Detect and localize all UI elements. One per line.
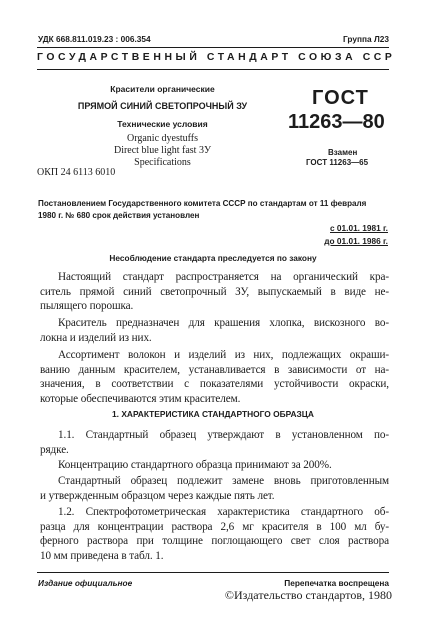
dye-name-en: Direct blue light fast 3У xyxy=(113,145,212,156)
clause-1-2 xyxy=(40,505,389,563)
text-line: 10 мм приведена в табл. 1. xyxy=(40,549,164,562)
text-line: рядке. xyxy=(40,443,69,456)
text-line: Концентрацию стандартного образца принимают за 200%. xyxy=(58,459,332,471)
replaces-label: Взамен xyxy=(328,148,358,157)
validity-to: до 01.01. 1986 г. xyxy=(324,236,388,246)
replacement-paragraph xyxy=(40,474,389,503)
gost-number: 11263—80 xyxy=(288,111,385,133)
reprint-prohibited: Перепечатка воспрещена xyxy=(284,578,389,588)
official-edition: Издание официальное xyxy=(38,578,133,588)
text-line: ситель прямой синий светопрочный ЗУ, выпускаемый в виде не- xyxy=(40,285,389,298)
text-line: разца для концентрации раствора 2,6 мг красителя в 100 мл бу- xyxy=(40,520,389,533)
dye-category-ru: Красители органические xyxy=(110,84,215,94)
gost-label: ГОСТ xyxy=(312,87,369,109)
concentration-paragraph xyxy=(40,458,389,473)
footer-rule xyxy=(37,572,389,573)
text-line: и утвержденным образцом через каждые пять лет. xyxy=(40,489,275,502)
validity-from: с 01.01. 1981 г. xyxy=(330,223,388,233)
text-line: Стандартный образец подлежит замене вновь приготовленным xyxy=(58,475,389,487)
text-line: 1.1. Стандартный образец утверждают в установленном по- xyxy=(58,429,389,441)
text-line: 1.2. Спектрофотометрическая характеристика стандартного об- xyxy=(58,506,389,518)
text-line: значения, в соответствии с показателями устойчивости окраски, xyxy=(40,378,389,391)
dye-category-en: Organic dyestuffs xyxy=(126,133,198,144)
text-line: локна и изделий из них. xyxy=(40,331,152,344)
text-line: Краситель предназначен для крашения хлопка, вискозного во- xyxy=(58,317,389,329)
legal-notice: Несоблюдение стандарта преследуется по закону xyxy=(109,253,317,263)
clause-1-1 xyxy=(40,428,389,457)
okp-code: ОКП 24 6113 6010 xyxy=(37,167,116,178)
state-standard-banner: ГОСУДАРСТВЕННЫЙ СТАНДАРТ СОЮЗА ССР xyxy=(37,52,396,63)
text-line: ферного раствора при толщине поглощающего свет слоя раствора xyxy=(40,535,389,548)
spec-label-ru: Технические условия xyxy=(117,119,208,129)
section-1-heading: 1. ХАРАКТЕРИСТИКА СТАНДАРТНОГО ОБРАЗЦА xyxy=(112,409,314,419)
text-line: Ассортимент волокон и изделий из них, подлежащих окраши- xyxy=(58,349,389,361)
replaces-value: ГОСТ 11263—65 xyxy=(306,158,369,167)
dye-name-ru: ПРЯМОЙ СИНИЙ СВЕТОПРОЧНЫЙ ЗУ xyxy=(77,101,248,111)
udc-code: УДК 668.811.019.23 : 006.354 xyxy=(38,34,151,44)
text-line: пылящего порошка. xyxy=(40,300,134,313)
decree-line-1: Постановлением Государственного комитета СССР по стандартам от 11 февраля xyxy=(38,199,367,208)
header-rule-bottom xyxy=(37,69,389,70)
intro-paragraph-1 xyxy=(40,270,389,314)
intro-paragraph-3 xyxy=(40,348,389,406)
decree-line-2: 1980 г. № 680 срок действия установлен xyxy=(38,211,200,220)
group-code: Группа Л23 xyxy=(343,34,389,44)
spec-label-en: Specifications xyxy=(134,157,191,168)
header-rule-top xyxy=(37,47,389,48)
text-line: ванию данным красителем, устанавливается в зависимости от на- xyxy=(40,363,389,376)
text-line: Настоящий стандарт распространяется на органический кра- xyxy=(58,271,389,283)
intro-paragraph-2 xyxy=(40,316,389,345)
text-line: которые обеспечиваются этим красителем. xyxy=(40,392,241,405)
copyright: ©Издательство стандартов, 1980 xyxy=(224,588,392,602)
